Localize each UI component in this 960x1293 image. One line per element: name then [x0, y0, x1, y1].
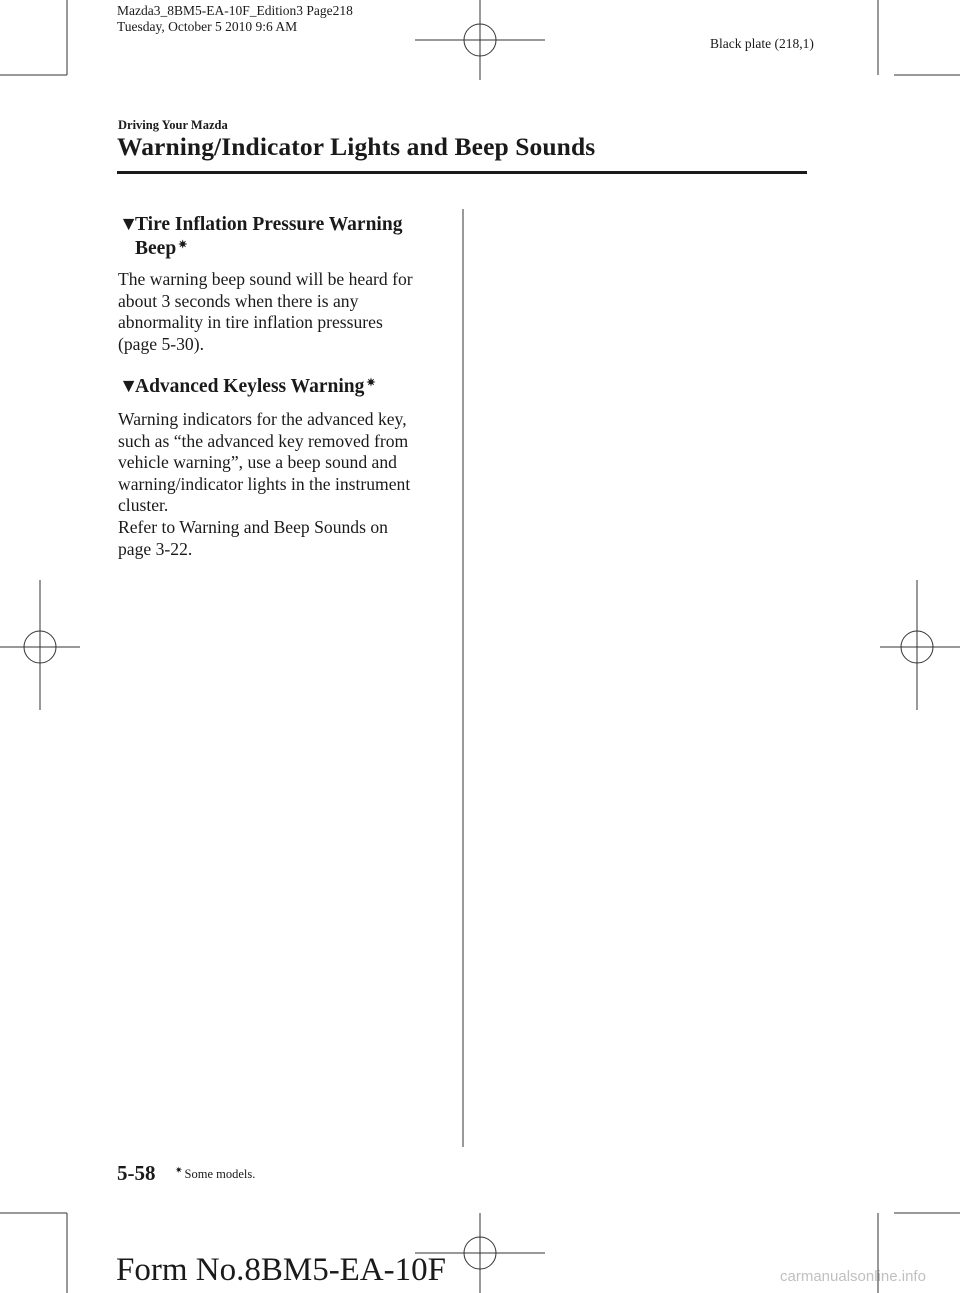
footnote [175, 1167, 255, 1182]
form-number: Form No.8BM5-EA-10F [116, 1252, 447, 1288]
text-line: vehicle warning”, use a beep sound and [118, 452, 397, 473]
heading-text-line1: Tire Inflation Pressure Warning [135, 214, 403, 235]
heading-text-line2: Beep [135, 238, 177, 259]
text-line: such as “the advanced key removed from [118, 430, 409, 451]
page-number: 5-58 [117, 1161, 156, 1185]
heading-advanced-keyless-warning [120, 375, 450, 399]
page-title: Warning/Indicator Lights and Beep Sounds [117, 132, 596, 161]
footnote-text: Some models. [184, 1167, 256, 1181]
asterisk-icon: ✷ [366, 377, 376, 389]
section-label: Driving Your Mazda [118, 118, 228, 132]
triangle-marker-icon: ▼ [119, 376, 139, 397]
text-line: abnormality in tire inflation pressures [118, 312, 383, 333]
text-line: (page 5-30). [118, 333, 204, 354]
text-line: warning/indicator lights in the instrument [118, 473, 411, 494]
watermark: carmanualsonline.info [780, 1268, 926, 1285]
triangle-marker-icon: ▼ [119, 214, 139, 235]
paragraph-tire-pressure-beep [118, 269, 458, 355]
asterisk-icon: ✷ [178, 239, 188, 251]
text-line: cluster. [118, 495, 169, 516]
file-info: Mazda3_8BM5-EA-10F_Edition3 Page218 [117, 3, 353, 18]
title-rule [117, 171, 807, 174]
text-line: page 3-22. [118, 538, 193, 559]
text-line: Warning indicators for the advanced key, [118, 409, 407, 429]
plate-label: Black plate (218,1) [710, 36, 814, 51]
paragraph-advanced-keyless-warning [118, 409, 458, 560]
text-line: about 3 seconds when there is any [118, 290, 359, 311]
asterisk-icon: ✷ [175, 1165, 183, 1175]
text-line: The warning beep sound will be heard for [118, 269, 413, 289]
text-line: Refer to Warning and Beep Sounds on [118, 516, 388, 537]
heading-text: Advanced Keyless Warning [135, 376, 365, 397]
heading-tire-pressure-beep [120, 213, 450, 261]
print-date: Tuesday, October 5 2010 9:6 AM [117, 19, 298, 34]
